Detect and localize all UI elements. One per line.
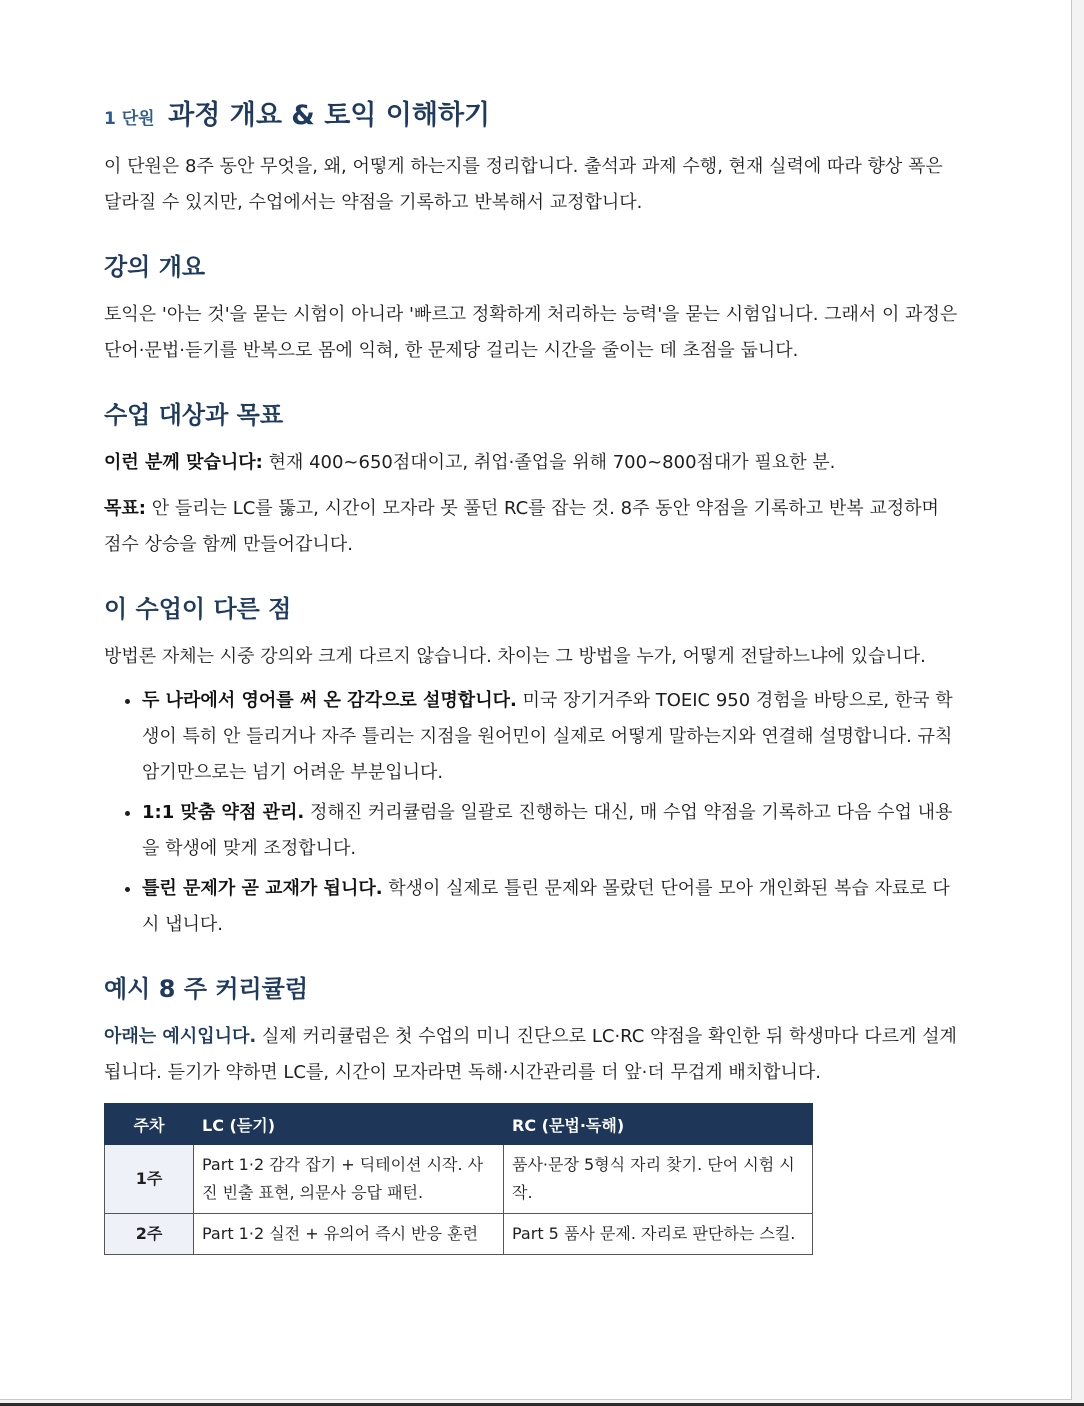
cell-rc: 품사·문장 5형식 자리 찾기. 단어 시험 시작. (504, 1145, 813, 1214)
audience-label: 이런 분께 맞습니다: (104, 452, 263, 473)
goal-paragraph (104, 491, 961, 563)
list-item-text: 정해진 커리큘럼을 일괄로 진행하는 대신, 매 수업 약점을 기록하고 다음 수업 내용을 학생에 맞게 조정합니다. (142, 802, 953, 859)
list-item (142, 795, 961, 867)
curriculum-heading: 예시 8 주 커리큘럼 (104, 975, 309, 1003)
list-item (142, 683, 961, 791)
unit-label: 1 단원 (104, 109, 155, 129)
difference-heading: 이 수업이 다른 점 (104, 595, 292, 623)
table-header-row (105, 1104, 813, 1145)
cell-rc: Part 5 품사 문제. 자리로 판단하는 스킬. (504, 1214, 813, 1255)
unit-title (104, 96, 961, 139)
unit-name: 과정 개요 & 토익 이해하기 (168, 100, 491, 131)
intro-paragraph: 이 단원은 8주 동안 무엇을, 왜, 어떻게 하는지를 정리합니다. 출석과 과제 수행, 현재 실력에 따라 향상 폭은 달라질 수 있지만, 수업에서는 약점을 기록하고 반복해서 교정합니다. (104, 156, 943, 213)
curriculum-table (104, 1103, 813, 1255)
overview-heading: 강의 개요 (104, 253, 206, 281)
list-item-text: 학생이 실제로 틀린 문제와 몰랐던 단어를 모아 개인화된 복습 자료로 다시 냅니다. (142, 878, 950, 935)
cell-week: 1주 (105, 1145, 194, 1214)
curriculum-note (104, 1019, 961, 1091)
cell-week: 2주 (105, 1214, 194, 1255)
audience-paragraph (104, 445, 961, 481)
goal-label: 목표: (104, 498, 146, 519)
curriculum-note-label: 아래는 예시입니다. (104, 1026, 257, 1047)
overview-paragraph: 토익은 '아는 것'을 묻는 시험이 아니라 '빠르고 정확하게 처리하는 능력'을 묻는 시험입니다. 그래서 이 과정은 단어·문법·듣기를 반복으로 몸에 익혀, 한 문제당 걸리는 시간을 줄이는 데 초점을 둡니다. (104, 304, 958, 361)
list-item-bold: 틀린 문제가 곧 교재가 됩니다. (142, 878, 383, 899)
cell-lc: Part 1·2 감각 잡기 + 딕테이션 시작. 사진 빈출 표현, 의문사 응답 패턴. (194, 1145, 504, 1214)
table-row (105, 1214, 813, 1255)
list-item-bold: 두 나라에서 영어를 써 온 감각으로 설명합니다. (142, 690, 517, 711)
curriculum-note-text: 실제 커리큘럼은 첫 수업의 미니 진단으로 LC·RC 약점을 확인한 뒤 학생마다 다르게 설계됩니다. 듣기가 약하면 LC를, 시간이 모자라면 독해·시간관리를 더 앞·더 무겁게 배치합니다. (104, 1026, 957, 1083)
difference-paragraph: 방법론 자체는 시중 강의와 크게 다르지 않습니다. 차이는 그 방법을 누가, 어떻게 전달하느냐에 있습니다. (104, 646, 926, 667)
table-row (105, 1145, 813, 1214)
cell-lc: Part 1·2 실전 + 유의어 즉시 반응 훈련 (194, 1214, 504, 1255)
target-heading: 수업 대상과 목표 (104, 401, 283, 429)
list-item-bold: 1:1 맞춤 약점 관리. (142, 802, 305, 823)
difference-list (104, 683, 961, 943)
list-item (142, 871, 961, 943)
goal-text: 안 들리는 LC를 뚫고, 시간이 모자라 못 풀던 RC를 잡는 것. 8주 동안 약점을 기록하고 반복 교정하며 점수 상승을 함께 만들어갑니다. (104, 498, 939, 555)
header-lc: LC (듣기) (194, 1104, 504, 1145)
header-rc: RC (문법·독해) (504, 1104, 813, 1145)
list-item-text: 미국 장기거주와 TOEIC 950 경험을 바탕으로, 한국 학생이 특히 안 들리거나 자주 틀리는 지점을 원어민이 실제로 어떻게 말하는지와 연결해 설명합니다. 규칙 암기만으로는 넘기 어려운 부분입니다. (142, 690, 953, 783)
header-week: 주차 (105, 1104, 194, 1145)
audience-text: 현재 400~650점대이고, 취업·졸업을 위해 700~800점대가 필요한 분. (262, 452, 836, 473)
